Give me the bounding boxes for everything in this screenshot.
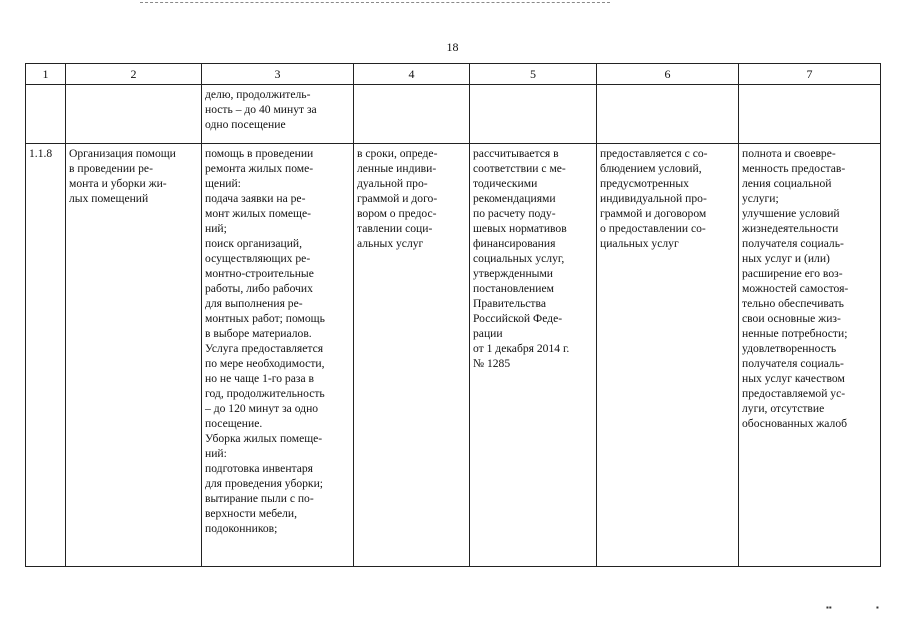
empty-cell (470, 85, 597, 144)
services-table (25, 63, 881, 567)
service-description: помощь в проведении ремонта жилых поме- щений: подача заявки на ре- монт жилых помеще- ний; поиск организаций, осуществляющих ре- монтно-строительные работы, либо рабочих для выполнения ре- монтных работ; помощь в выборе материалов. Услуга предоставляется по мере необходимости, но не чаще 1-го раза в год, продолжительность – до 120 минут за одно посещение. Уборка жилых помеще- ний: подготовка инвентаря для проведения уборки; вытирание пыли с по- верхности мебели, подоконников; (202, 144, 354, 567)
column-number: 2 (66, 64, 202, 85)
empty-cell (66, 85, 202, 144)
column-number: 4 (354, 64, 470, 85)
continuation-description: делю, продолжитель- ность – до 40 минут за одно посещение (202, 85, 354, 144)
service-conditions: предоставляется с со- блюдением условий, предусмотренных индивидуальной про- граммой и договором о предоставлении со- циальных услуг (597, 144, 739, 567)
empty-cell (739, 85, 881, 144)
service-cost: рассчитывается в соответствии с ме- тодическими рекомендациями по расчету поду- шевых нормативов финансирования социальных услуг, утвержденными постановлением Правительства Российской Феде- рации от 1 декабря 2014 г. № 1285 (470, 144, 597, 567)
column-number: 1 (26, 64, 66, 85)
service-row (26, 144, 881, 567)
empty-cell (26, 85, 66, 144)
column-number: 7 (739, 64, 881, 85)
service-terms: в сроки, опреде- ленные индиви- дуальной про- граммой и дого- вором о предос- тавлении соци- альных услуг (354, 144, 470, 567)
column-number: 3 (202, 64, 354, 85)
empty-cell (597, 85, 739, 144)
scan-speck: ▪ (876, 603, 879, 612)
empty-cell (354, 85, 470, 144)
scan-speck: ▪▪ (826, 603, 832, 612)
service-name: Организация помощи в проведении ре- монта и уборки жи- лых помещений (66, 144, 202, 567)
continuation-row (26, 85, 881, 144)
column-number: 6 (597, 64, 739, 85)
column-number-row (26, 64, 881, 85)
column-number: 5 (470, 64, 597, 85)
page-number: 18 (446, 40, 459, 54)
service-indicators: полнота и своевре- менность предостав- ления социальной услуги; улучшение условий жизнедеятельности получателя социаль- ных услуг и (или) расширение его воз- можностей самостоя- тельно обеспечивать свои основные жиз- ненные потребности; удовлетворенность получателя социаль- ных услуг качеством предоставляемой ус- луги, отсутствие обоснованных жалоб (739, 144, 881, 567)
scan-artifact-top (140, 2, 610, 5)
service-number: 1.1.8 (26, 144, 66, 567)
